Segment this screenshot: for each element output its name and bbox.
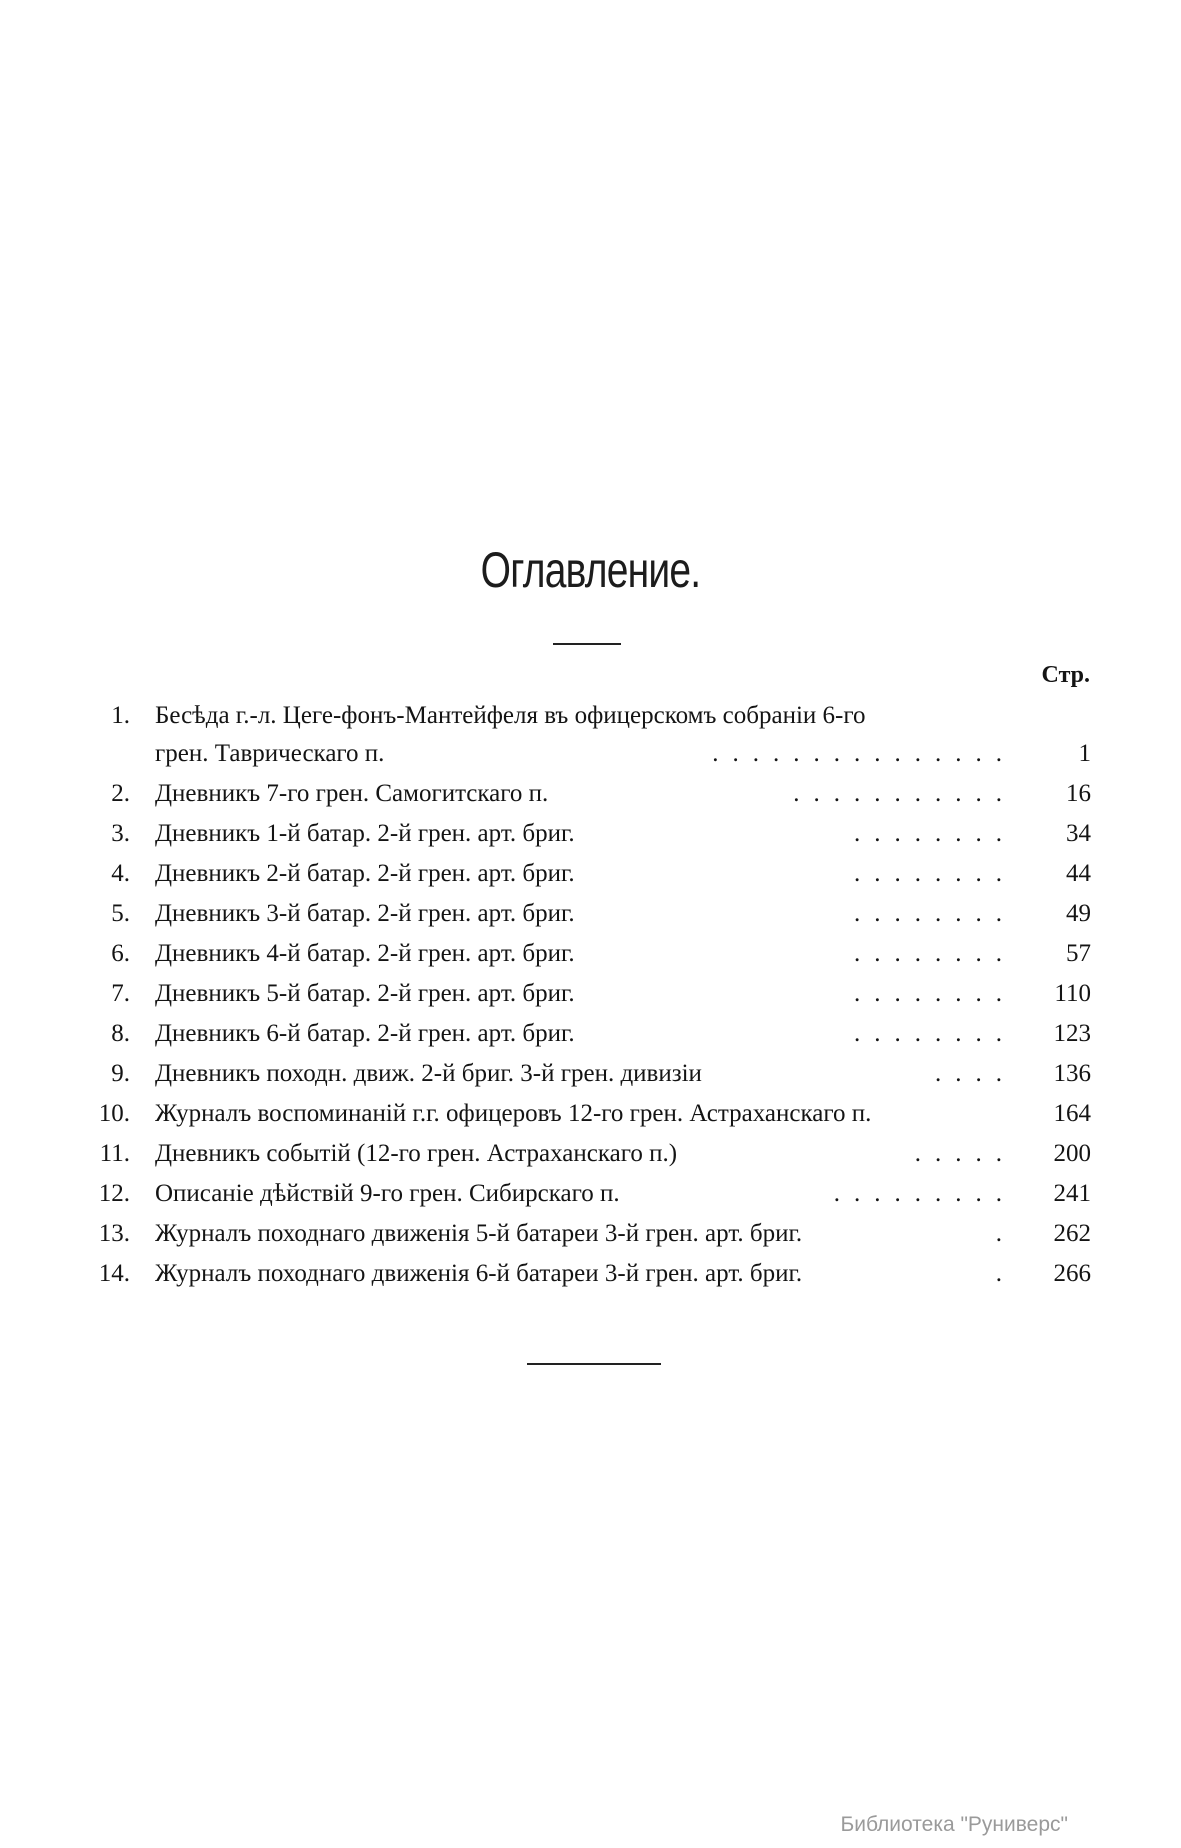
- toc-leader-dots: ...............: [712, 740, 1016, 767]
- toc-entry-page: 241: [1053, 1180, 1091, 1207]
- toc-entry-title-continued: грен. Таврическаго п.: [155, 740, 385, 767]
- page-title: Оглавление.: [480, 542, 701, 598]
- title-divider: [553, 643, 621, 645]
- toc-leader-dots: ........: [854, 940, 1016, 967]
- table-of-contents: [0, 696, 1181, 1294]
- toc-entry-number: 5.: [111, 900, 130, 927]
- page-column-header: Стр.: [1041, 662, 1090, 688]
- toc-entry-5[interactable]: [0, 894, 1181, 934]
- toc-entry-number: 10.: [98, 1100, 130, 1127]
- toc-entry-title: Журналъ походнаго движенія 5-й батареи 3-й грен. арт. бриг.: [155, 1220, 803, 1247]
- toc-leader-dots: ........: [854, 900, 1016, 927]
- toc-entry-title: Дневникъ походн. движ. 2-й бриг. 3-й грен. дивизіи: [155, 1060, 702, 1087]
- toc-leader-dots: .........: [833, 1180, 1016, 1207]
- toc-entry-1[interactable]: [0, 696, 1181, 774]
- toc-leader-dots: ........: [854, 980, 1016, 1007]
- toc-entry-page: 1: [1078, 740, 1091, 767]
- toc-entry-page: 164: [1053, 1100, 1091, 1127]
- toc-entry-title: Описаніе дѣйствій 9-го грен. Сибирскаго п.: [155, 1180, 620, 1207]
- toc-entry-3[interactable]: [0, 814, 1181, 854]
- toc-entry-6[interactable]: [0, 934, 1181, 974]
- toc-entry-page: 57: [1066, 940, 1091, 967]
- toc-entry-page: 200: [1053, 1140, 1091, 1167]
- toc-entry-12[interactable]: [0, 1174, 1181, 1214]
- toc-entry-9[interactable]: [0, 1054, 1181, 1094]
- toc-leader-dots: .: [995, 1220, 1016, 1247]
- toc-leader-dots: ........: [854, 1020, 1016, 1047]
- toc-entry-8[interactable]: [0, 1014, 1181, 1054]
- toc-entry-2[interactable]: [0, 774, 1181, 814]
- toc-entry-page: 266: [1053, 1260, 1091, 1287]
- toc-entry-page: 34: [1066, 820, 1091, 847]
- toc-entry-title: Дневникъ событій (12-го грен. Астраханскаго п.): [155, 1140, 678, 1167]
- toc-entry-13[interactable]: [0, 1214, 1181, 1254]
- toc-entry-number: 13.: [98, 1220, 130, 1247]
- toc-entry-title: Дневникъ 6-й батар. 2-й грен. арт. бриг.: [155, 1020, 575, 1047]
- toc-leader-dots: ....: [935, 1060, 1016, 1087]
- bottom-divider: [527, 1363, 661, 1365]
- toc-entry-title: Дневникъ 1-й батар. 2-й грен. арт. бриг.: [155, 820, 575, 847]
- toc-entry-title: Дневникъ 2-й батар. 2-й грен. арт. бриг.: [155, 860, 575, 887]
- toc-entry-11[interactable]: [0, 1134, 1181, 1174]
- toc-entry-title: Бесѣда г.-л. Цеге-фонъ-Мантейфеля въ офицерскомъ собраніи 6-го: [155, 702, 866, 729]
- toc-entry-title: Дневникъ 4-й батар. 2-й грен. арт. бриг.: [155, 940, 575, 967]
- toc-entry-title: Журналъ походнаго движенія 6-й батареи 3-й грен. арт. бриг.: [155, 1260, 803, 1287]
- toc-entry-page: 123: [1053, 1020, 1091, 1047]
- toc-leader-dots: .....: [914, 1140, 1016, 1167]
- toc-entry-number: 8.: [111, 1020, 130, 1047]
- toc-entry-10[interactable]: [0, 1094, 1181, 1134]
- toc-entry-page: 262: [1053, 1220, 1091, 1247]
- toc-entry-page: 16: [1066, 780, 1091, 807]
- toc-entry-page: 44: [1066, 860, 1091, 887]
- toc-entry-number: 14.: [98, 1260, 130, 1287]
- toc-entry-number: 7.: [111, 980, 130, 1007]
- toc-entry-number: 12.: [98, 1180, 130, 1207]
- toc-entry-4[interactable]: [0, 854, 1181, 894]
- toc-leader-dots: ........: [854, 820, 1016, 847]
- toc-entry-14[interactable]: [0, 1254, 1181, 1294]
- toc-entry-number: 6.: [111, 940, 130, 967]
- toc-entry-number: 2.: [111, 780, 130, 807]
- toc-entry-title: Журналъ воспоминаній г.г. офицеровъ 12-го грен. Астраханскаго п.: [155, 1100, 872, 1127]
- toc-entry-title: Дневникъ 5-й батар. 2-й грен. арт. бриг.: [155, 980, 575, 1007]
- toc-entry-page: 49: [1066, 900, 1091, 927]
- toc-entry-number: 1.: [111, 702, 130, 729]
- library-watermark: Библиотека "Руниверс": [840, 1813, 1068, 1836]
- toc-entry-number: 4.: [111, 860, 130, 887]
- toc-entry-number: 9.: [111, 1060, 130, 1087]
- toc-entry-number: 11.: [99, 1140, 130, 1167]
- toc-entry-7[interactable]: [0, 974, 1181, 1014]
- toc-entry-title: Дневникъ 3-й батар. 2-й грен. арт. бриг.: [155, 900, 575, 927]
- toc-leader-dots: ........: [854, 860, 1016, 887]
- toc-entry-number: 3.: [111, 820, 130, 847]
- toc-entry-title: Дневникъ 7-го грен. Самогитскаго п.: [155, 780, 549, 807]
- toc-entry-page: 136: [1053, 1060, 1091, 1087]
- toc-leader-dots: .: [995, 1260, 1016, 1287]
- toc-entry-page: 110: [1054, 980, 1091, 1007]
- toc-leader-dots: ...........: [793, 780, 1016, 807]
